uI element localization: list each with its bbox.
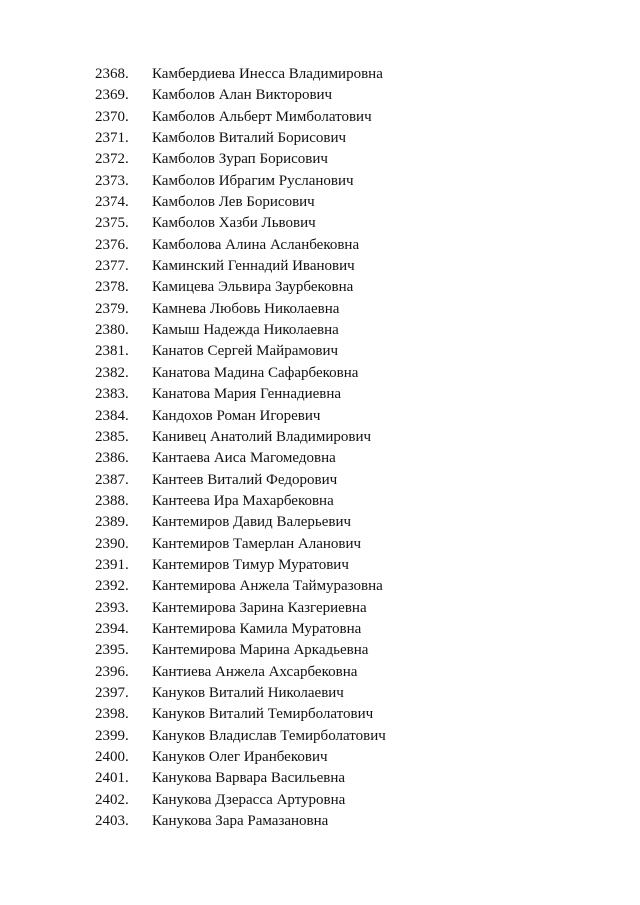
entry-number: 2397. [95,684,129,701]
list-item [0,448,640,469]
entry-number: 2383. [95,386,129,403]
entry-name: Камболов Альберт Мимболатович [152,108,372,125]
list-item [0,277,640,298]
list-item [0,726,640,747]
entry-number: 2379. [95,300,129,317]
list-item [0,171,640,192]
entry-name: Кантемиров Тамерлан Аланович [152,535,362,552]
entry-number: 2398. [95,706,129,723]
list-item [0,512,640,533]
entry-number: 2381. [95,343,129,360]
list-item [0,235,640,256]
list-item [0,128,640,149]
list-item [0,534,640,555]
entry-name: Камболов Алан Викторович [152,87,333,104]
entry-name: Канукова Зара Рамазановна [152,813,329,830]
entry-name: Кантемиров Давид Валерьевич [152,514,352,531]
entry-number: 2395. [95,642,129,659]
list-item [0,149,640,170]
entry-name: Кантемирова Зарина Казгериевна [152,599,367,616]
entry-number: 2370. [95,108,129,125]
entry-name: Канатов Сергей Майрамович [152,343,339,360]
list-item [0,384,640,405]
entry-number: 2376. [95,236,129,253]
entry-number: 2387. [95,471,129,488]
entry-number: 2386. [95,450,129,467]
entry-name: Кануков Олег Иранбекович [152,749,328,765]
entry-number: 2402. [95,791,129,808]
list-item [0,576,640,597]
entry-name: Канатова Мадина Сафарбековна [152,364,359,381]
list-item [0,299,640,320]
entry-number: 2375. [95,215,129,232]
entry-number: 2378. [95,279,129,296]
entry-name: Кануков Виталий Темирболатович [152,706,374,723]
entry-number: 2403. [95,813,129,830]
entry-name: Камнева Любовь Николаевна [152,300,340,317]
entry-number: 2399. [95,727,129,744]
entry-number: 2369. [95,87,129,104]
entry-name: Камболов Виталий Борисович [152,130,347,147]
entry-name: Камболов Хазби Львович [152,215,316,232]
list-item [0,555,640,576]
entry-name: Кантемирова Камила Муратовна [152,620,362,637]
list-item [0,320,640,341]
entry-number: 2396. [95,663,129,680]
entry-number: 2388. [95,492,129,509]
entry-name: Кантемирова Марина Аркадьевна [152,642,369,659]
list-item [0,640,640,661]
list-item [0,619,640,640]
entry-number: 2401. [95,770,129,787]
entry-name: Камболов Зурап Борисович [152,151,328,168]
entry-name: Канатова Мария Геннадиевна [152,386,342,403]
entry-number: 2393. [95,599,129,616]
entry-name: Камыш Надежда Николаевна [152,322,339,339]
entry-name: Канукова Дзерасса Артуровна [152,791,346,808]
entry-name: Камицева Эльвира Заурбековна [152,279,354,296]
entry-number: 2368. [95,66,129,82]
entry-name: Кандохов Роман Игоревич [152,407,321,424]
entry-name: Кантеева Ира Махарбековна [152,492,334,509]
entry-number: 2389. [95,514,129,531]
list-item [0,192,640,213]
entry-number: 2371. [95,130,129,147]
list-item [0,256,640,277]
list-item [0,598,640,619]
entry-name: Кантиева Анжела Ахсарбековна [152,663,358,680]
entry-number: 2380. [95,322,129,339]
entry-number: 2384. [95,407,129,424]
entry-name: Камбердиева Инесса Владимировна [152,66,383,82]
list-item [0,427,640,448]
entry-number: 2390. [95,535,129,552]
entry-name: Камболов Лев Борисович [152,194,315,211]
list-item [0,341,640,362]
entry-name: Канукова Варвара Васильевна [152,770,346,787]
list-item [0,790,640,811]
entry-number: 2372. [95,151,129,168]
list-item [0,107,640,128]
entry-number: 2377. [95,258,129,275]
list-item [0,662,640,683]
list-item [0,747,640,768]
entry-number: 2382. [95,364,129,381]
list-item [0,64,640,85]
entry-name: Кануков Владислав Темирболатович [152,727,386,744]
entry-name: Камболов Ибрагим Русланович [152,172,354,189]
list-item [0,704,640,725]
entry-name: Канивец Анатолий Владимирович [152,428,372,445]
list-item [0,213,640,234]
entry-name: Кантемиров Тимур Муратович [152,556,349,573]
name-list [0,64,640,832]
entry-name: Кантеев Виталий Федорович [152,471,338,488]
list-item [0,491,640,512]
entry-number: 2394. [95,620,129,637]
list-item [0,683,640,704]
list-item [0,768,640,789]
entry-name: Каминский Геннадий Иванович [152,258,355,275]
list-item [0,811,640,832]
entry-number: 2400. [95,749,129,765]
list-item [0,406,640,427]
entry-number: 2385. [95,428,129,445]
list-item [0,85,640,106]
entry-number: 2391. [95,556,129,573]
entry-number: 2374. [95,194,129,211]
entry-name: Кантаева Аиса Магомедовна [152,450,336,467]
list-item [0,363,640,384]
entry-name: Камболова Алина Асланбековна [152,236,360,253]
entry-number: 2392. [95,578,129,595]
list-item [0,470,640,491]
entry-number: 2373. [95,172,129,189]
entry-name: Кантемирова Анжела Таймуразовна [152,578,383,595]
entry-name: Кануков Виталий Николаевич [152,684,344,701]
